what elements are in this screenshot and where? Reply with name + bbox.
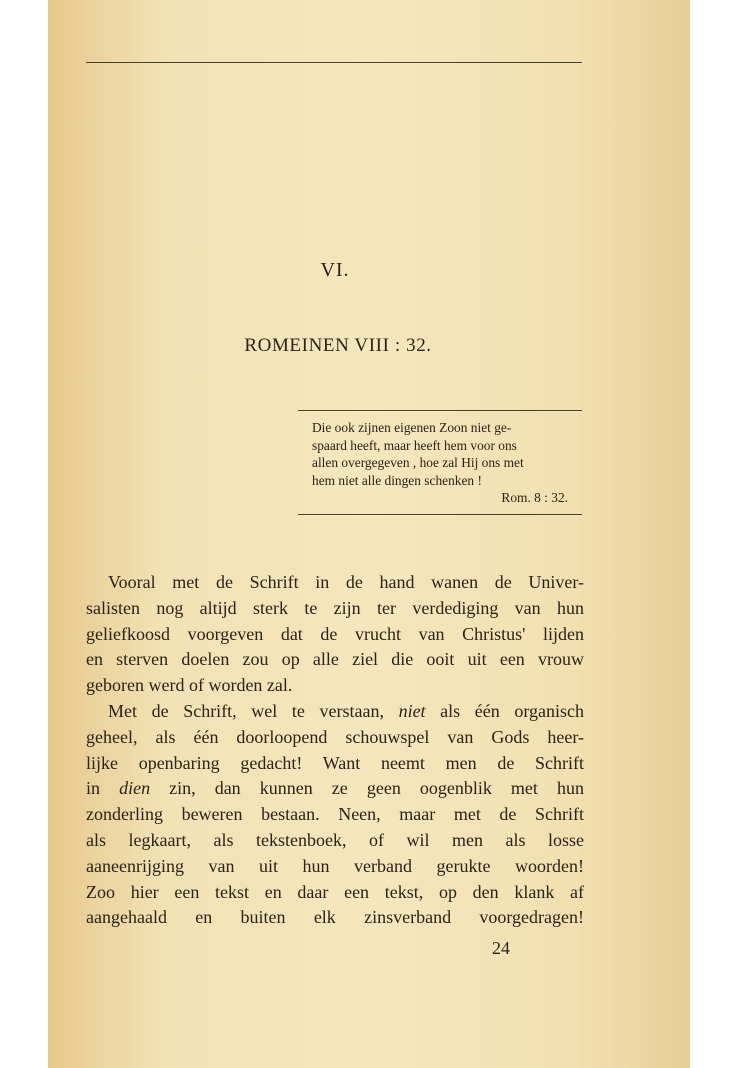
text-line: als legkaart, als tekstenboek, of wil men als losse	[86, 829, 584, 850]
epigraph-line: allen overgegeven , hoe zal Hij ons met	[312, 455, 524, 471]
epigraph-line: Die ook zijnen eigenen Zoon niet ge-	[312, 420, 512, 435]
text-segment: in	[86, 778, 101, 799]
top-rule	[86, 62, 582, 63]
text-line: aangehaald en buiten elk zinsverband voorgedragen!	[86, 907, 584, 928]
text-line: aaneenrijging van uit hun verband gerukte woorden!	[86, 855, 584, 876]
text-line: geheel, als één doorloopend schouwspel van Gods heer-	[86, 726, 584, 747]
epigraph-text	[298, 411, 582, 489]
text-line: salisten nog altijd sterk te zijn ter verdediging van hun	[86, 597, 584, 618]
text-line: zonderling beweren bestaan. Neen, maar met de Schrift	[86, 804, 584, 825]
epigraph-bottom-rule	[298, 514, 582, 515]
epigraph-line: hem niet alle dingen schenken !	[312, 472, 482, 488]
text-line: geliefkoosd voorgeven dat de vrucht van Christus' lijden	[86, 623, 584, 644]
chapter-title: ROMEINEN VIII : 32.	[244, 335, 432, 356]
epigraph-reference: Rom. 8 : 32.	[501, 490, 568, 506]
emphasis-text: dien	[119, 778, 151, 799]
epigraph	[298, 410, 582, 515]
body-text	[86, 570, 584, 931]
book-page	[48, 0, 690, 1068]
text-line: Vooral met de Schrift in de hand wanen de Univer-	[108, 572, 584, 592]
text-line: geboren werd of worden zal.	[86, 675, 293, 696]
text-line: Zoo hier een tekst en daar een tekst, op den klank af	[86, 881, 584, 902]
emphasis-text: niet	[398, 700, 426, 721]
page-number: 24	[492, 938, 510, 958]
text-line	[86, 699, 584, 725]
text-segment: zin, dan kunnen ze geen oogenblik met hun	[169, 778, 584, 799]
text-segment: als één organisch	[440, 700, 585, 721]
text-line: en sterven doelen zou op alle ziel die ooit uit een vrouw	[86, 649, 584, 670]
epigraph-line: spaard heeft, maar heeft hem voor ons	[312, 437, 517, 453]
text-line: lijke openbaring gedacht! Want neemt men de Schrift	[86, 752, 584, 773]
text-line	[86, 776, 584, 802]
chapter-number: VI.	[320, 259, 350, 281]
text-segment: Met de Schrift, wel te verstaan,	[108, 700, 384, 721]
